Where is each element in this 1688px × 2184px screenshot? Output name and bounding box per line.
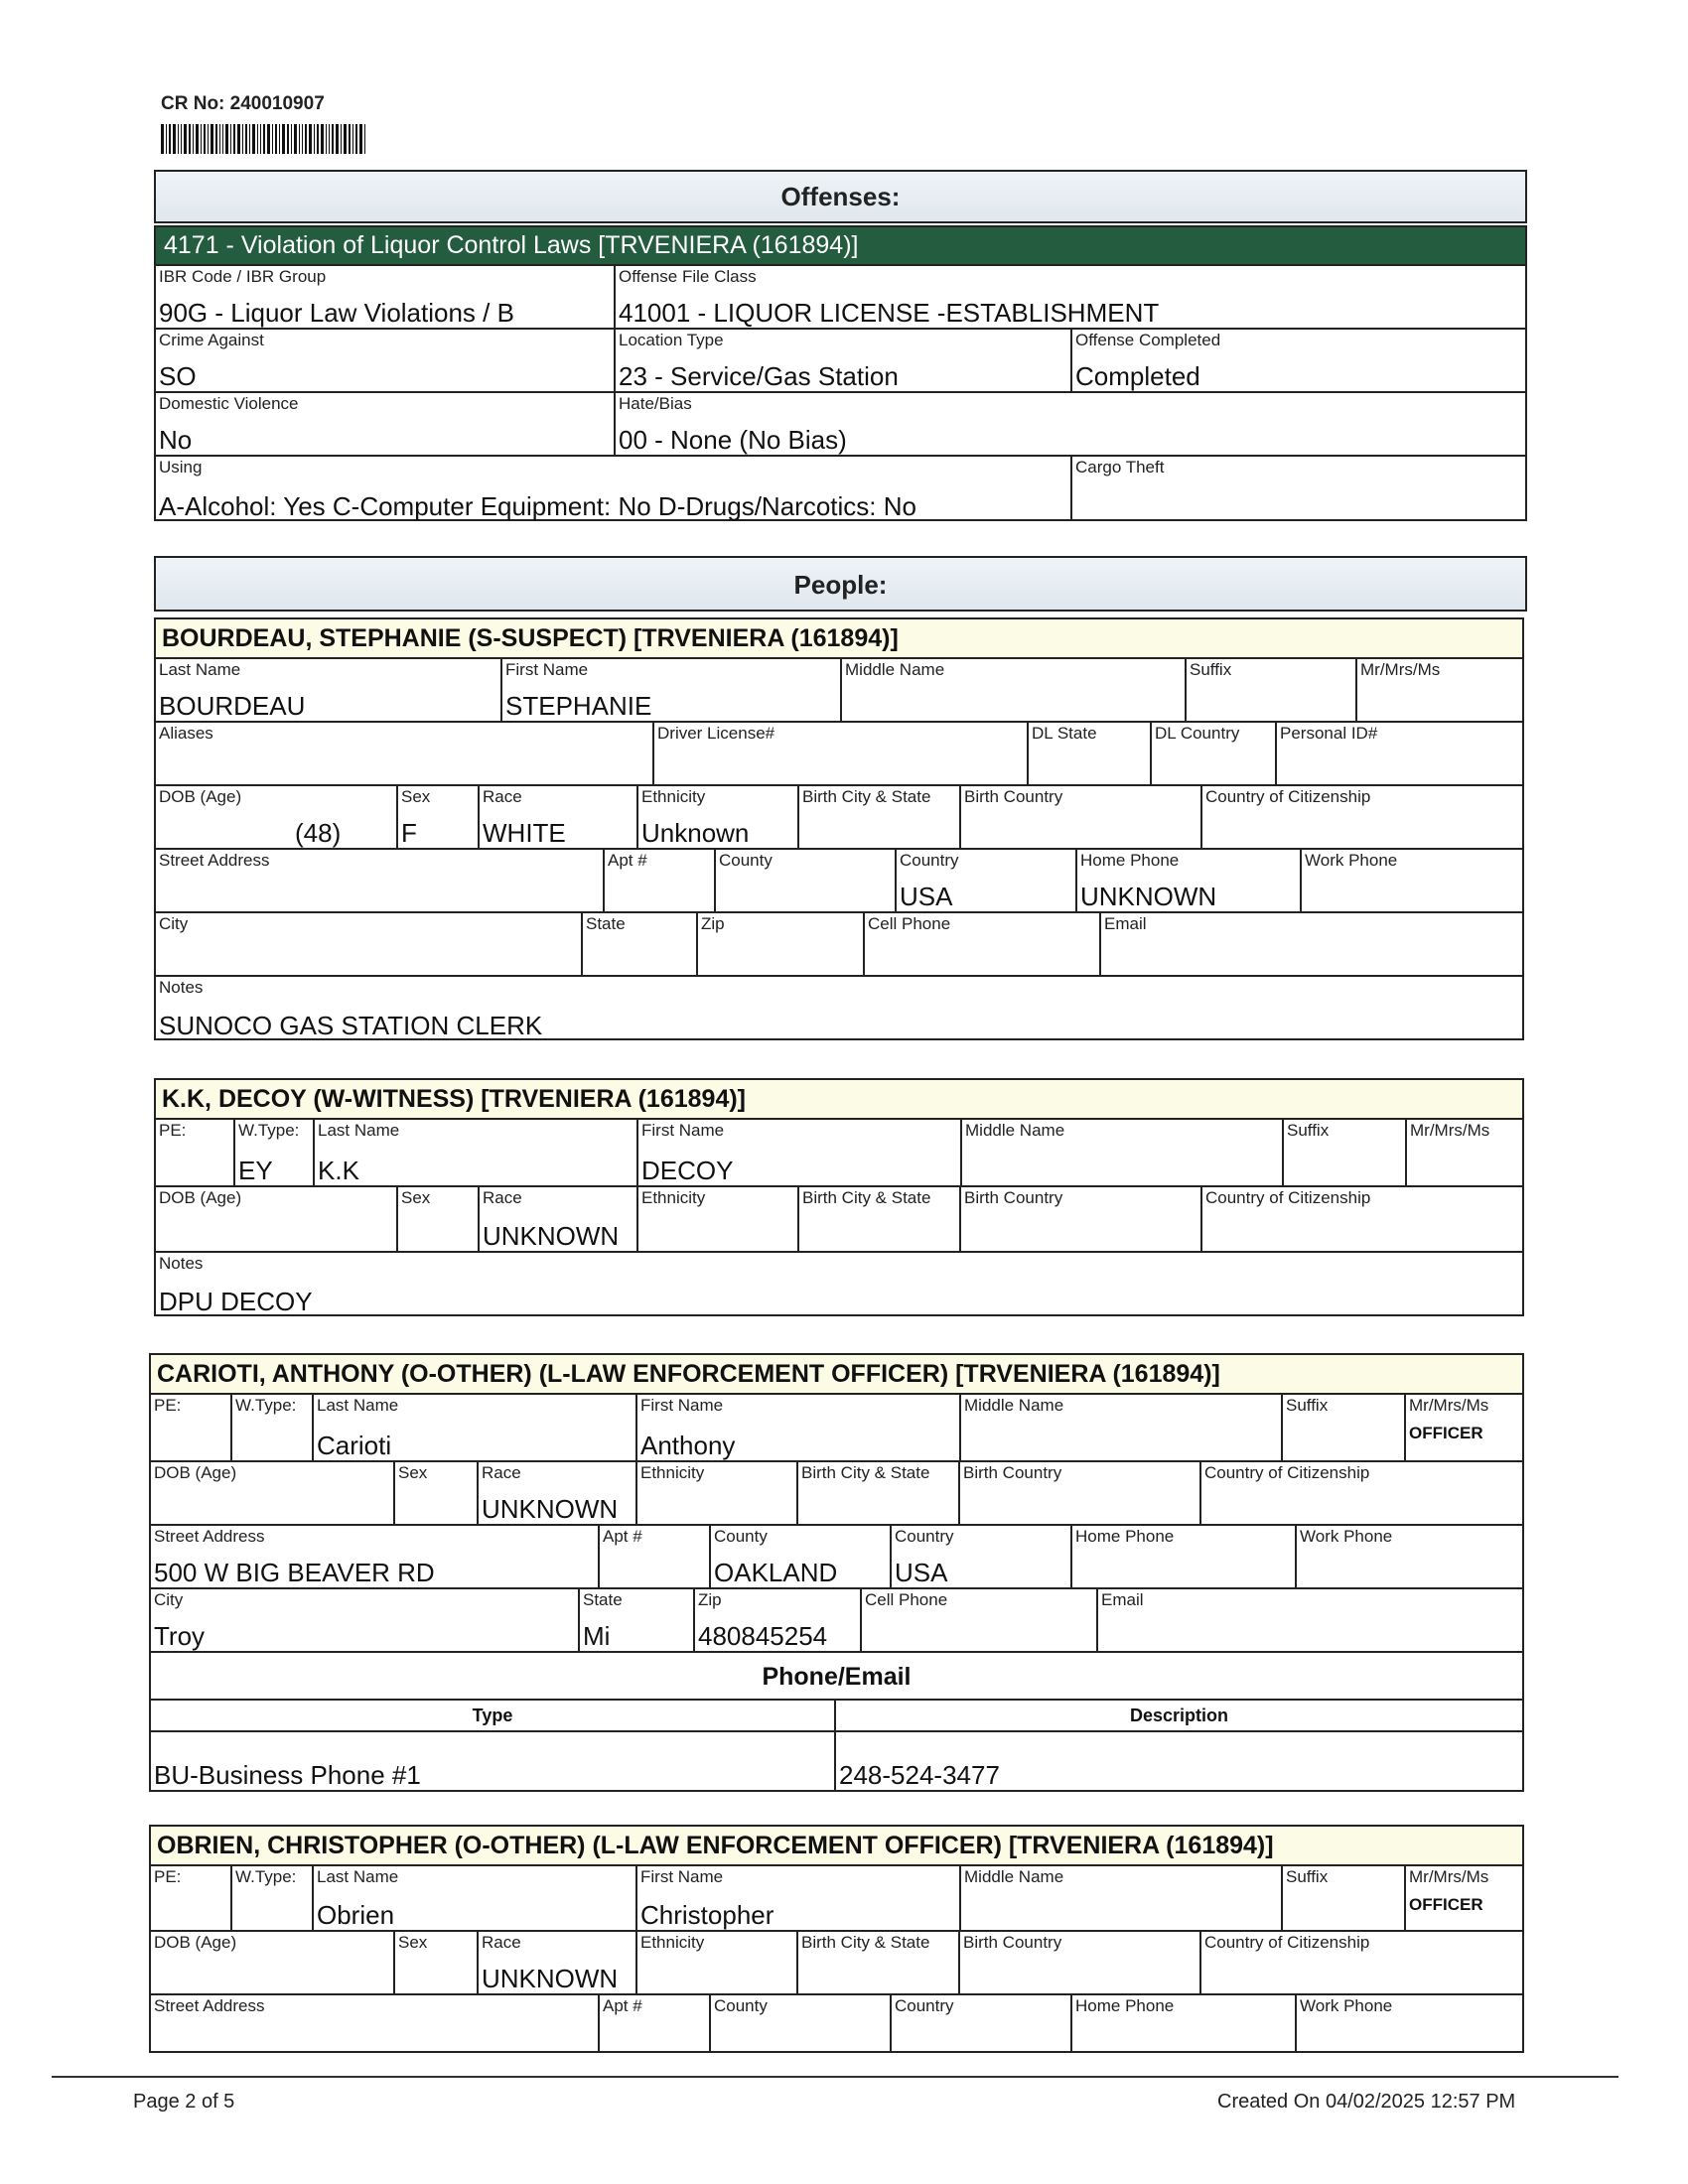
birth-country-label: Birth Country — [964, 787, 1063, 806]
apt-label: Apt # — [608, 851, 647, 870]
barcode-bar — [208, 124, 209, 154]
barcode-bar — [193, 124, 194, 154]
ibr-code-label: IBR Code / IBR Group — [159, 267, 327, 286]
mr-mrs-ms-label: Mr/Mrs/Ms — [1360, 660, 1441, 679]
barcode-bar — [260, 124, 261, 154]
barcode-bar — [184, 124, 187, 154]
ethnicity-label: Ethnicity — [640, 1463, 705, 1482]
barcode-bar — [279, 124, 280, 154]
barcode-bar — [263, 124, 265, 154]
barcode-bar — [329, 124, 330, 154]
mr-mrs-ms-label: Mr/Mrs/Ms — [1409, 1867, 1489, 1886]
barcode-bar — [364, 124, 365, 154]
suspect-first-name: STEPHANIE — [505, 691, 652, 721]
zip-label: Zip — [701, 914, 725, 933]
race-label: Race — [483, 787, 522, 806]
barcode-bar — [314, 124, 315, 154]
officer1-zip: 480845254 — [698, 1621, 828, 1651]
street-address-label: Street Address — [154, 1527, 265, 1546]
notes-label: Notes — [159, 1254, 204, 1273]
using-value: A-Alcohol: Yes C-Computer Equipment: No D-Drugs/Narcotics: No — [159, 491, 916, 521]
home-phone-label: Home Phone — [1075, 1527, 1175, 1546]
using-label: Using — [159, 458, 203, 477]
middle-name-label: Middle Name — [965, 1121, 1065, 1140]
officer2-race: UNKNOWN — [482, 1964, 619, 1993]
suspect-notes: SUNOCO GAS STATION CLERK — [159, 1011, 543, 1040]
barcode-bar — [299, 124, 300, 154]
barcode-bar — [282, 124, 285, 154]
citizenship-label: Country of Citizenship — [1204, 1933, 1370, 1952]
email-label: Email — [1101, 1590, 1144, 1609]
suffix-label: Suffix — [1286, 1867, 1329, 1886]
officer1-state: Mi — [583, 1621, 611, 1651]
witness-first-name: DECOY — [641, 1156, 734, 1185]
domestic-violence-value: No — [159, 425, 193, 455]
last-name-label: Last Name — [317, 1396, 399, 1415]
street-address-label: Street Address — [154, 1996, 265, 2015]
notes-label: Notes — [159, 978, 204, 997]
middle-name-label: Middle Name — [964, 1867, 1064, 1886]
sex-label: Sex — [398, 1463, 428, 1482]
barcode-bar — [242, 124, 243, 154]
barcode-bar — [349, 124, 351, 154]
officer2-section — [149, 1825, 1524, 2053]
barcode-bar — [204, 124, 206, 154]
suffix-label: Suffix — [1286, 1396, 1329, 1415]
witness-header: K.K, DECOY (W-WITNESS) [TRVENIERA (161894)] — [156, 1080, 1522, 1120]
birth-country-label: Birth Country — [963, 1933, 1062, 1952]
ethnicity-label: Ethnicity — [640, 1933, 705, 1952]
phone-email-title: Phone/Email — [762, 1663, 912, 1691]
middle-name-label: Middle Name — [964, 1396, 1064, 1415]
barcode-bar — [336, 124, 339, 154]
ethnicity-label: Ethnicity — [641, 1188, 706, 1207]
country-label: Country — [895, 1527, 954, 1546]
suffix-label: Suffix — [1287, 1121, 1330, 1140]
sex-label: Sex — [398, 1933, 428, 1952]
hate-bias-label: Hate/Bias — [619, 394, 692, 413]
barcode-bar — [249, 124, 250, 154]
work-phone-label: Work Phone — [1305, 851, 1398, 870]
w-type-label: W.Type: — [235, 1867, 297, 1886]
phone-type-header: Type — [151, 1701, 836, 1730]
officer1-phone-description: 248-524-3477 — [839, 1760, 1000, 1790]
offenses-banner — [154, 170, 1527, 223]
crime-against-label: Crime Against — [159, 331, 264, 349]
city-label: City — [154, 1590, 184, 1609]
officer1-race: UNKNOWN — [482, 1494, 619, 1524]
witness-w-type: EY — [238, 1156, 273, 1185]
page-number: Page 2 of 5 — [133, 2091, 235, 2113]
country-label: Country — [895, 1996, 954, 2015]
barcode-bar — [352, 124, 353, 154]
witness-notes: DPU DECOY — [159, 1287, 313, 1316]
barcode-icon — [161, 124, 423, 154]
barcode-bar — [161, 124, 164, 154]
barcode-bar — [222, 124, 223, 154]
barcode-bar — [211, 124, 213, 154]
officer1-first-name: Anthony — [640, 1431, 736, 1460]
barcode-bar — [225, 124, 228, 154]
barcode-bar — [309, 124, 312, 154]
barcode-bar — [245, 124, 247, 154]
birth-city-label: Birth City & State — [802, 787, 931, 806]
pe-label: PE: — [159, 1121, 187, 1140]
state-label: State — [586, 914, 626, 933]
barcode-bar — [201, 124, 202, 154]
barcode-bar — [321, 124, 324, 154]
country-label: Country — [900, 851, 959, 870]
barcode-bar — [230, 124, 231, 154]
state-label: State — [583, 1590, 623, 1609]
crime-against-value: SO — [159, 361, 197, 391]
officer1-title: OFFICER — [1409, 1424, 1483, 1442]
barcode-bar — [237, 124, 240, 154]
mr-mrs-ms-label: Mr/Mrs/Ms — [1409, 1396, 1489, 1415]
apt-label: Apt # — [603, 1527, 642, 1546]
barcode-bar — [181, 124, 182, 154]
aliases-label: Aliases — [159, 724, 213, 743]
barcode-bar — [252, 124, 255, 154]
cr-number: CR No: 240010907 — [161, 93, 325, 114]
barcode-bar — [291, 124, 292, 154]
barcode-bar — [215, 124, 217, 154]
cell-phone-label: Cell Phone — [868, 914, 951, 933]
domestic-violence-label: Domestic Violence — [159, 394, 299, 413]
barcode-bar — [272, 124, 273, 154]
barcode-bar — [294, 124, 297, 154]
barcode-bar — [189, 124, 191, 154]
offense-header: 4171 - Violation of Liquor Control Laws [TRVENIERA (161894)] — [156, 227, 1525, 266]
zip-label: Zip — [698, 1590, 722, 1609]
location-type-label: Location Type — [619, 331, 724, 349]
cargo-theft-label: Cargo Theft — [1075, 458, 1165, 477]
suffix-label: Suffix — [1190, 660, 1232, 679]
street-address-label: Street Address — [159, 851, 270, 870]
dob-label: DOB (Age) — [159, 787, 242, 806]
barcode-bar — [233, 124, 235, 154]
birth-city-label: Birth City & State — [802, 1188, 931, 1207]
birth-country-label: Birth Country — [964, 1188, 1063, 1207]
suspect-sex: F — [401, 818, 417, 848]
first-name-label: First Name — [505, 660, 589, 679]
hate-bias-value: 00 - None (No Bias) — [619, 425, 847, 455]
offense-completed-label: Offense Completed — [1075, 331, 1221, 349]
people-banner — [154, 556, 1527, 612]
work-phone-label: Work Phone — [1300, 1527, 1393, 1546]
offense-section — [154, 225, 1527, 521]
birth-city-label: Birth City & State — [801, 1463, 930, 1482]
race-label: Race — [482, 1933, 521, 1952]
officer1-header: CARIOTI, ANTHONY (O-OTHER) (L-LAW ENFORCEMENT OFFICER) [TRVENIERA (161894)] — [151, 1355, 1522, 1395]
people-title: People: — [793, 570, 888, 600]
county-label: County — [719, 851, 773, 870]
suspect-section — [154, 617, 1524, 1040]
email-label: Email — [1104, 914, 1147, 933]
pe-label: PE: — [154, 1867, 182, 1886]
barcode-bar — [332, 124, 334, 154]
barcode-bar — [275, 124, 277, 154]
barcode-bar — [166, 124, 167, 154]
last-name-label: Last Name — [317, 1867, 399, 1886]
dob-label: DOB (Age) — [154, 1933, 237, 1952]
barcode-bar — [257, 124, 258, 154]
dob-label: DOB (Age) — [154, 1463, 237, 1482]
officer1-county: OAKLAND — [714, 1558, 838, 1587]
offenses-title: Offenses: — [780, 182, 901, 211]
suspect-country: USA — [900, 882, 953, 911]
apt-label: Apt # — [603, 1996, 642, 2015]
driver-license-label: Driver License# — [657, 724, 775, 743]
dl-state-label: DL State — [1032, 724, 1097, 743]
home-phone-label: Home Phone — [1080, 851, 1180, 870]
w-type-label: W.Type: — [238, 1121, 300, 1140]
last-name-label: Last Name — [318, 1121, 400, 1140]
mr-mrs-ms-label: Mr/Mrs/Ms — [1410, 1121, 1490, 1140]
dob-label: DOB (Age) — [159, 1188, 242, 1207]
suspect-race: WHITE — [483, 818, 566, 848]
first-name-label: First Name — [640, 1867, 724, 1886]
footer-divider — [52, 2076, 1618, 2078]
suspect-home-phone: UNKNOWN — [1080, 882, 1217, 911]
created-timestamp: Created On 04/02/2025 12:57 PM — [1217, 2091, 1516, 2113]
officer2-last-name: Obrien — [317, 1900, 395, 1930]
officer2-title: OFFICER — [1409, 1895, 1483, 1914]
race-label: Race — [482, 1463, 521, 1482]
barcode-bar — [326, 124, 327, 154]
county-label: County — [714, 1527, 768, 1546]
barcode-bar — [267, 124, 270, 154]
barcode-bar — [178, 124, 179, 154]
barcode-bar — [355, 124, 357, 154]
dl-country-label: DL Country — [1155, 724, 1240, 743]
personal-id-label: Personal ID# — [1280, 724, 1378, 743]
birth-country-label: Birth Country — [963, 1463, 1062, 1482]
first-name-label: First Name — [641, 1121, 725, 1140]
ethnicity-label: Ethnicity — [641, 787, 706, 806]
race-label: Race — [483, 1188, 522, 1207]
last-name-label: Last Name — [159, 660, 241, 679]
county-label: County — [714, 1996, 768, 2015]
witness-race: UNKNOWN — [483, 1221, 620, 1251]
barcode-bar — [305, 124, 307, 154]
barcode-bar — [341, 124, 342, 154]
ibr-code-value: 90G - Liquor Law Violations / B — [159, 298, 514, 328]
barcode-bar — [302, 124, 303, 154]
barcode-bar — [219, 124, 220, 154]
officer1-country: USA — [895, 1558, 948, 1587]
phone-description-header: Description — [1129, 1706, 1229, 1725]
first-name-label: First Name — [640, 1396, 724, 1415]
birth-city-label: Birth City & State — [801, 1933, 930, 1952]
officer1-last-name: Carioti — [317, 1431, 392, 1460]
officer1-city: Troy — [154, 1621, 206, 1651]
officer2-first-name: Christopher — [640, 1900, 774, 1930]
w-type-label: W.Type: — [235, 1396, 297, 1415]
witness-last-name: K.K — [318, 1156, 359, 1185]
citizenship-label: Country of Citizenship — [1204, 1463, 1370, 1482]
suspect-age: (48) — [295, 818, 342, 848]
suspect-header: BOURDEAU, STEPHANIE (S-SUSPECT) [TRVENIERA (161894)] — [156, 619, 1522, 659]
middle-name-label: Middle Name — [845, 660, 945, 679]
offense-completed-value: Completed — [1075, 361, 1200, 391]
witness-section — [154, 1078, 1524, 1316]
citizenship-label: Country of Citizenship — [1205, 1188, 1371, 1207]
cell-phone-label: Cell Phone — [865, 1590, 948, 1609]
officer1-street: 500 W BIG BEAVER RD — [154, 1558, 435, 1587]
barcode-bar — [317, 124, 319, 154]
suspect-last-name: BOURDEAU — [159, 691, 306, 721]
barcode-bar — [196, 124, 199, 154]
sex-label: Sex — [401, 787, 431, 806]
location-type-value: 23 - Service/Gas Station — [619, 361, 899, 391]
officer1-section — [149, 1353, 1524, 1792]
barcode-bar — [169, 124, 171, 154]
suspect-ethnicity: Unknown — [641, 818, 750, 848]
work-phone-label: Work Phone — [1300, 1996, 1393, 2015]
citizenship-label: Country of Citizenship — [1205, 787, 1371, 806]
offense-file-class-value: 41001 - LIQUOR LICENSE -ESTABLISHMENT — [619, 298, 1160, 328]
barcode-bar — [287, 124, 289, 154]
home-phone-label: Home Phone — [1075, 1996, 1175, 2015]
offense-file-class-label: Offense File Class — [619, 267, 757, 286]
officer1-phone-type: BU-Business Phone #1 — [154, 1760, 421, 1790]
officer2-header: OBRIEN, CHRISTOPHER (O-OTHER) (L-LAW ENFORCEMENT OFFICER) [TRVENIERA (161894)] — [151, 1827, 1522, 1866]
barcode-bar — [359, 124, 362, 154]
city-label: City — [159, 914, 189, 933]
barcode-bar — [173, 124, 176, 154]
pe-label: PE: — [154, 1396, 182, 1415]
sex-label: Sex — [401, 1188, 431, 1207]
barcode-bar — [344, 124, 347, 154]
